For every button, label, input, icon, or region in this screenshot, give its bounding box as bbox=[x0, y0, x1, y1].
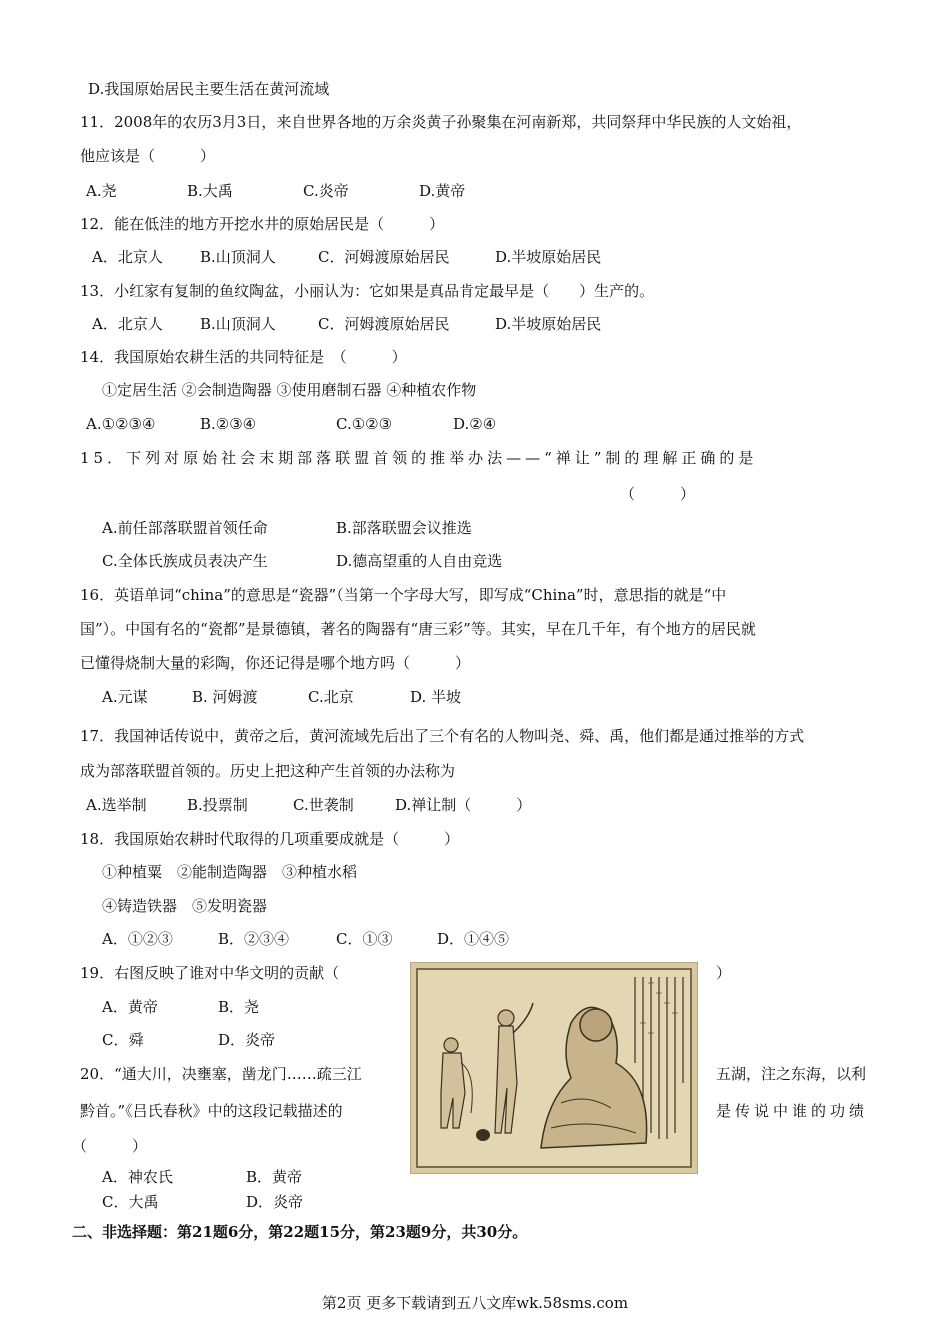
q20-stem-line2-right-wrap bbox=[716, 1101, 882, 1121]
q12-stem: 12．能在低洼的地方开挖水井的原始居民是（ ） bbox=[80, 215, 445, 233]
q19-option-c: C．舜 bbox=[102, 1031, 144, 1049]
q16-stem-line2: 国”）。中国有名的“瓷都”是景德镇，著名的陶器有“唐三彩”等。其实，早在几千年，有个地方的居民就 bbox=[80, 620, 756, 638]
q16-option-d: D. 半坡 bbox=[410, 688, 462, 706]
q19-option-d: D．炎帝 bbox=[218, 1031, 276, 1049]
q11-option-a: A.尧 bbox=[86, 182, 117, 200]
q15-stem-text: 15．下列对原始社会末期部落联盟首领的推举办法——“禅让”制的理解正确的是 bbox=[80, 449, 758, 467]
q15-stem bbox=[80, 448, 880, 468]
q15-option-c: C.全体氏族成员表决产生 bbox=[102, 552, 268, 570]
q20-stem-line1-right: 五湖，注之东海，以利 bbox=[716, 1065, 867, 1083]
q14-stem: 14．我国原始农耕生活的共同特征是 （ ） bbox=[80, 348, 407, 366]
q20-stem-line2-left: 黔首。”《吕氏春秋》中的这段记载描述的 bbox=[80, 1102, 343, 1120]
q13-option-a: A．北京人 bbox=[92, 315, 163, 333]
ancient-woodcut-illustration-icon bbox=[410, 962, 698, 1174]
q16-option-a: A.元谋 bbox=[102, 688, 148, 706]
q17-stem-line1: 17．我国神话传说中，黄帝之后，黄河流域先后出了三个有名的人物叫尧、舜、禹，他们都是通过推举的方式 bbox=[80, 727, 805, 745]
q11-stem-line2: 他应该是（ ） bbox=[80, 147, 216, 165]
q14-option-d: D.②④ bbox=[453, 415, 497, 433]
q18-items-1: ①种植粟 ②能制造陶器 ③种植水稻 bbox=[102, 863, 358, 881]
q14-option-a: A.①②③④ bbox=[86, 415, 156, 433]
q20-stem-line2-right: 是传说中谁的功绩 bbox=[716, 1102, 869, 1120]
q18-option-d: D．①④⑤ bbox=[437, 930, 510, 948]
q20-option-d: D．炎帝 bbox=[246, 1193, 304, 1211]
q11-option-b: B.大禹 bbox=[187, 182, 233, 200]
q15-option-b: B.部落联盟会议推选 bbox=[336, 519, 472, 537]
q18-option-a: A．①②③ bbox=[102, 930, 173, 948]
q17-option-b: B.投票制 bbox=[187, 796, 248, 814]
q12-option-b: B.山顶洞人 bbox=[200, 248, 276, 266]
q20-paren: （ ） bbox=[72, 1137, 148, 1155]
q12-option-c: C．河姆渡原始居民 bbox=[318, 248, 450, 266]
q19-stem: 19．右图反映了谁对中华文明的贡献（ bbox=[80, 964, 340, 982]
q18-stem: 18．我国原始农耕时代取得的几项重要成就是（ ） bbox=[80, 830, 460, 848]
q17-stem-line2: 成为部落联盟首领的。历史上把这种产生首领的办法称为 bbox=[80, 762, 456, 780]
q17-option-c: C.世袭制 bbox=[293, 796, 354, 814]
q14-items: ①定居生活 ②会制造陶器 ③使用磨制石器 ④种植农作物 bbox=[102, 381, 477, 399]
q19-option-b: B．尧 bbox=[218, 998, 260, 1016]
section2-heading: 二、非选择题：第21题6分，第22题15分，第23题9分，共30分。 bbox=[72, 1223, 528, 1241]
q15-option-d: D.德高望重的人自由竞选 bbox=[336, 552, 503, 570]
q13-option-d: D.半坡原始居民 bbox=[495, 315, 602, 333]
q15-stem-wrap bbox=[80, 448, 880, 468]
q16-stem-line1: 16．英语单词“china”的意思是“瓷器”（当第一个字母大写，即写成“China”时，意思指的就是“中 bbox=[80, 586, 727, 604]
q16-stem-line3: 已懂得烧制大量的彩陶，你还记得是哪个地方吗（ ） bbox=[80, 654, 471, 672]
q18-items-2: ④铸造铁器 ⑤发明瓷器 bbox=[102, 897, 268, 915]
q12-option-d: D.半坡原始居民 bbox=[495, 248, 602, 266]
q15-paren: （ ） bbox=[620, 485, 696, 503]
q11-option-d: D.黄帝 bbox=[419, 182, 466, 200]
q19-paren-close: ） bbox=[716, 964, 732, 982]
q10-option-d: D.我国原始居民主要生活在黄河流域 bbox=[88, 80, 330, 98]
q19-option-a: A．黄帝 bbox=[102, 998, 158, 1016]
q20-option-c: C．大禹 bbox=[102, 1193, 159, 1211]
q11-stem-line1: 11．2008年的农历3月3日，来自世界各地的万余炎黄子孙聚集在河南新郑，共同祭拜中华民族的人文始祖， bbox=[80, 113, 802, 131]
q18-option-c: C．①③ bbox=[336, 930, 393, 948]
q11-option-c: C.炎帝 bbox=[303, 182, 349, 200]
q17-option-a: A.选举制 bbox=[86, 796, 147, 814]
q14-option-b: B.②③④ bbox=[200, 415, 257, 433]
q13-stem: 13．小红家有复制的鱼纹陶盆，小丽认为：它如果是真品肯定最早是（ ）生产的。 bbox=[80, 282, 655, 300]
q13-option-b: B.山顶洞人 bbox=[200, 315, 276, 333]
q16-option-c: C.北京 bbox=[308, 688, 354, 706]
q14-option-c: C.①②③ bbox=[336, 415, 393, 433]
page-footer: 第2页 更多下载请到五八文库wk.58sms.com bbox=[321, 1294, 629, 1312]
q20-option-a: A．神农氏 bbox=[102, 1168, 173, 1186]
q13-option-c: C．河姆渡原始居民 bbox=[318, 315, 450, 333]
q20-option-b: B．黄帝 bbox=[246, 1168, 303, 1186]
q12-option-a: A．北京人 bbox=[92, 248, 163, 266]
q17-option-d: D.禅让制（ ） bbox=[395, 796, 532, 814]
q20-stem-line1-left: 20．“通大川，决壅塞，凿龙门……疏三江 bbox=[80, 1065, 362, 1083]
q18-option-b: B．②③④ bbox=[218, 930, 290, 948]
q15-option-a: A.前任部落联盟首领任命 bbox=[102, 519, 268, 537]
q16-option-b: B. 河姆渡 bbox=[192, 688, 258, 706]
